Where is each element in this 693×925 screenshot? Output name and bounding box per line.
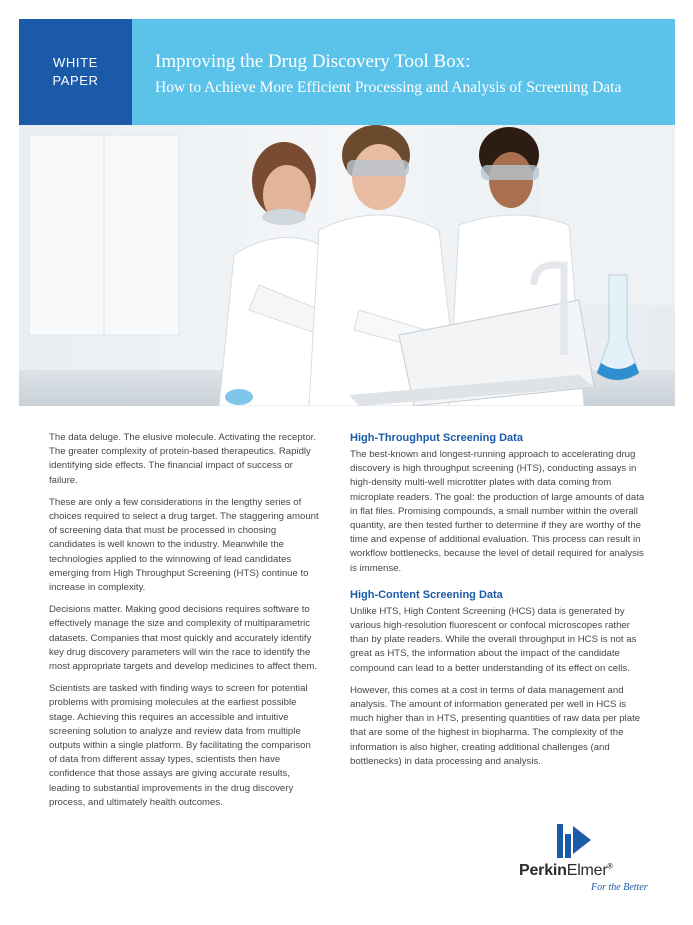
left-column — [49, 431, 321, 818]
perkinelmer-logo — [519, 822, 659, 902]
body-paragraph: These are only a few considerations in the lengthy series of choices required to select a drug target. The staggering amount of screening data that must be processed in choosing candidates is well known to the industry. Meanwhile the technologies applied to the winnowing of lead candidates emerging from High Throughput Screening (HTS) continue to increase in complexity. — [49, 496, 319, 594]
body-paragraph: Decisions matter. Making good decisions requires software to effectively manage the size and complexity of multiparametric datasets. Companies that most quickly and accurately identify key drug discovery parameters will win the race to identify the most appropriate targets and develop medicines to affect them. — [49, 604, 318, 673]
header-banner — [19, 19, 675, 125]
hcs-paragraph-1: Unlike HTS, High Content Screening (HCS) data is generated by various high-resolution fluorescent or confocal microscopes rather than by plate readers. While the overall throughput in HCS is not as great as HTS, the information about the impact of the candidate compound can lead to a better understanding of its effect on cells. — [350, 605, 637, 674]
intro-paragraph: The data deluge. The elusive molecule. Activating the receptor. The greater complexity of protein-based therapeutics. Rapidly identifying side effects. The financial impact of success or failure. — [49, 432, 317, 486]
label-line-2: PAPER — [52, 73, 99, 88]
document-title: Improving the Drug Discovery Tool Box: — [155, 51, 471, 72]
label-line-1: WHITE — [53, 55, 98, 70]
hts-paragraph: The best-known and longest-running approach to accelerating drug discovery is high throughput screening (HTS), conducting assays in high-density multi-well microtiter plates with data coming from microplate readers. The goal: the production of large amounts of data in flat files. Promising compounds, a small number within the overall quantity, are then tested further to determine if they are worthy of the time and expense of additional evaluation. This process can result in workflow bottlenecks, because the level of detail required for analysis is immense. — [350, 449, 645, 574]
white-paper-label — [19, 19, 132, 125]
logo-tagline: For the Better — [591, 882, 648, 893]
perkinelmer-logo-icon — [555, 822, 595, 862]
right-column — [350, 431, 648, 777]
section-heading-hcs: High-Content Screening Data — [350, 588, 503, 601]
section-heading-hts: High-Throughput Screening Data — [350, 432, 523, 444]
lab-scientists-photo — [19, 125, 675, 406]
logo-wordmark: PerkinElmer® — [519, 862, 613, 879]
document-subtitle: How to Achieve More Efficient Processing and Analysis of Screening Data — [155, 79, 622, 96]
hcs-paragraph-2: However, this comes at a cost in terms of data management and analysis. The amount of information generated per well in HCS is much higher than in HTS, presenting quantities of raw data per plate that are some of the highest in biopharma. The complexity of the information is also higher, creating additional challenges (and bottlenecks) in data processing and analysis. — [350, 684, 641, 767]
body-paragraph: Scientists are tasked with finding ways to screen for potential problems with promising molecules at the earliest possible stage. Achieving this requires an accessible and intuitive screening solution to analyze and review data from multiple outputs within a single platform. By facilitating the comparison of data from different assay types, scientists then have confidence that those assays are giving accurate results, leading to substantial improvements in the drug discovery process, and ultimately health outcomes. — [49, 683, 311, 808]
